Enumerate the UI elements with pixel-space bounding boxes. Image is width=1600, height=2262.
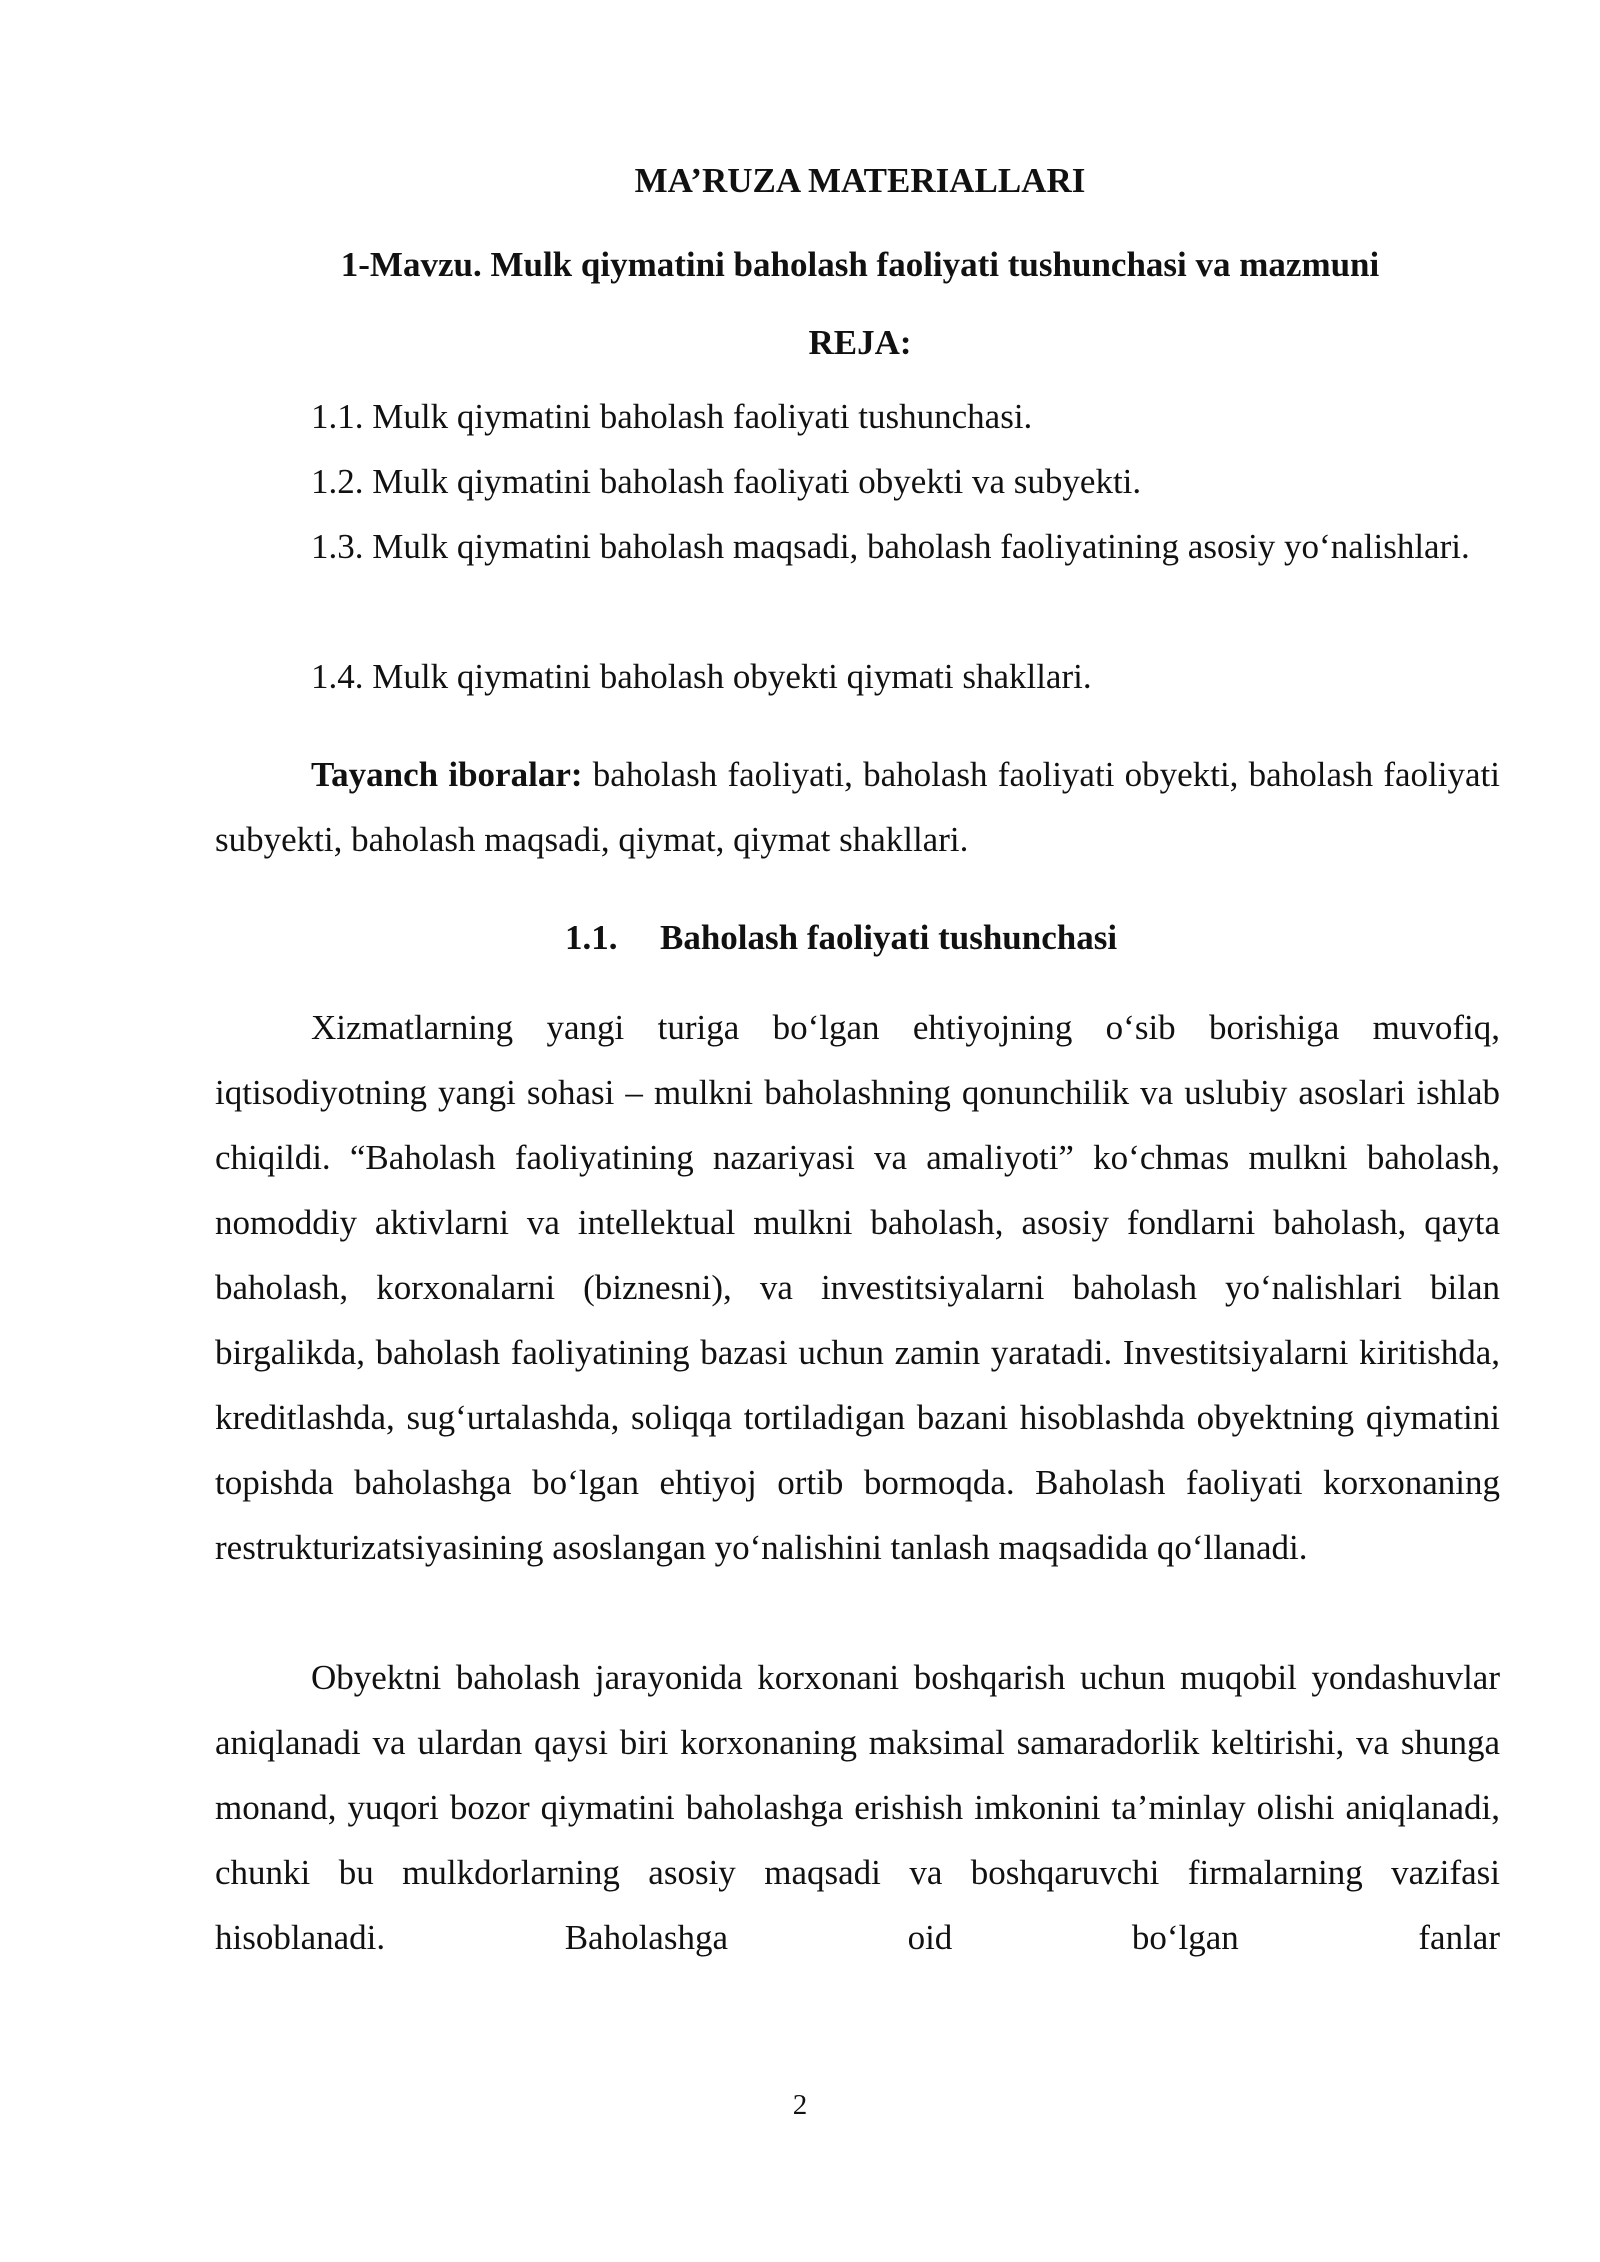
section-heading bbox=[565, 905, 1265, 970]
body-paragraph-2: Obyektni baholash jarayonida korxonani boshqarish uchun muqobil yondashuvlar aniqlanadi va ulardan qaysi biri korxonaning maksimal samaradorlik keltirishi, va shunga monand, yuqori bozor qiymatini baholashga erishish imkonini ta’minlay olishi aniqlanadi, chunki bu mulkdorlarning asosiy maqsadi va boshqaruvchi firmalarning vazifasi hisoblanadi. Baholashga oid bo‘lgan fanlar bbox=[215, 1658, 1500, 1957]
section-title: Baholash faoliyati tushunchasi bbox=[660, 918, 1118, 957]
keywords-paragraph bbox=[215, 742, 1500, 872]
page-number: 2 bbox=[792, 2089, 808, 2121]
plan-item-4: 1.4. Mulk qiymatini baholash obyekti qiymati shakllari. bbox=[311, 657, 1092, 696]
body-paragraph-1: Xizmatlarning yangi turiga bo‘lgan ehtiyojning o‘sib borishiga muvofiq, iqtisodiyotning yangi sohasi – mulkni baholashning qonunchilik va uslubiy asoslari ishlab chiqildi. “Baholash faoliyatining nazariyasi va amaliyoti” ko‘chmas mulkni baholash, nomoddiy aktivlarni va intellektual mulkni baholash, asosiy fondlarni baholash, qayta baholash, korxonalarni (biznesni), va investitsiyalarni baholash yo‘nalishlari bilan birgalikda, baholash faoliyatining bazasi uchun zamin yaratadi. Investitsiyalarni kiritishda, kreditlashda, sug‘urtalashda, soliqqa tortiladigan bazani hisoblashda obyektning qiymatini topishda baholashga bo‘lgan ehtiyoj ortib bormoqda. Baholash faoliyati korxonaning restrukturizatsiyasining asoslangan yo‘nalishini tanlash maqsadida qo‘llanadi. bbox=[215, 1008, 1500, 1567]
topic-title: 1-Mavzu. Mulk qiymatini baholash faoliyati tushunchasi va mazmuni bbox=[340, 245, 1380, 284]
plan-item-1: 1.1. Mulk qiymatini baholash faoliyati tushunchasi. bbox=[311, 397, 1033, 436]
plan-item-3: 1.3. Mulk qiymatini baholash maqsadi, baholash faoliyatining asosiy yo‘nalishlari. bbox=[311, 527, 1470, 566]
keywords-text: baholash faoliyati, baholash faoliyati obyekti, baholash faoliyati subyekti, baholash maqsadi, qiymat, qiymat shakllari. bbox=[215, 755, 1500, 859]
section-number: 1.1. bbox=[565, 918, 618, 957]
plan-item-2: 1.2. Mulk qiymatini baholash faoliyati obyekti va subyekti. bbox=[311, 462, 1142, 501]
document-title: MA’RUZA MATERIALLARI bbox=[634, 161, 1086, 200]
keywords-label: Tayanch iboralar: bbox=[311, 755, 583, 794]
plan-heading: REJA: bbox=[808, 323, 912, 362]
